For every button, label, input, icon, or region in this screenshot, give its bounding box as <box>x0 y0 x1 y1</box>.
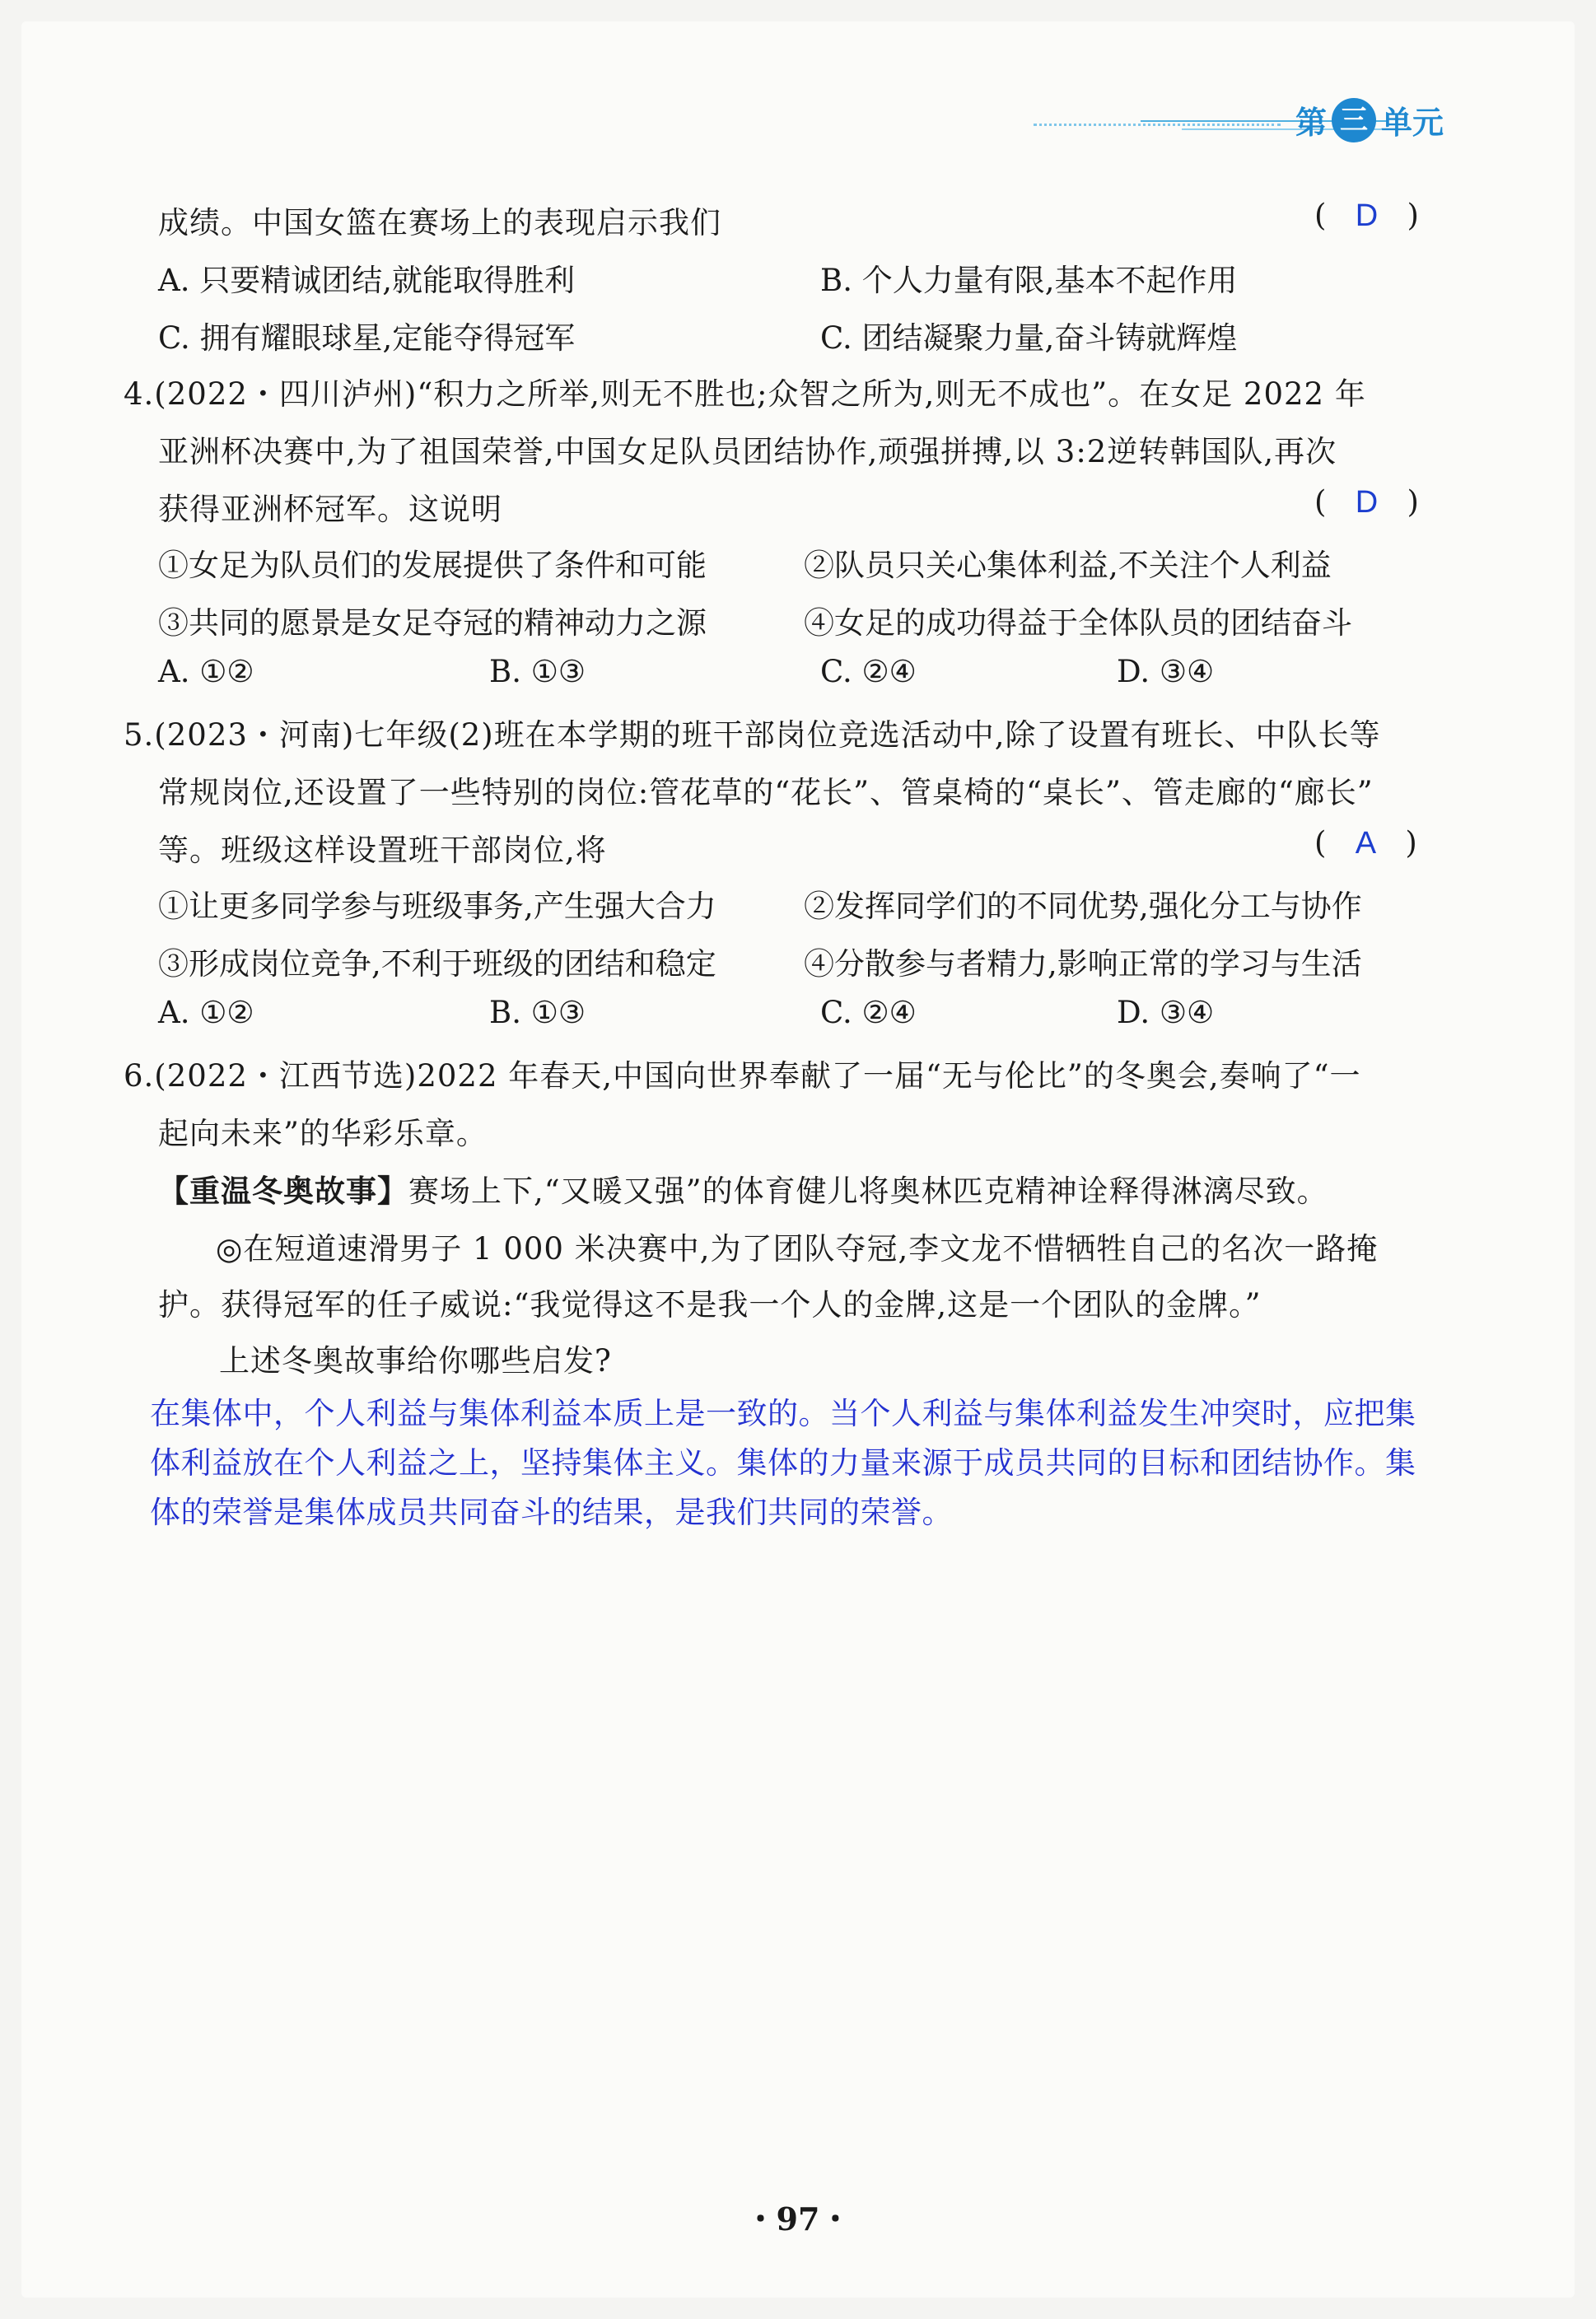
page-number: ・97・ <box>744 2200 852 2237</box>
q6-question: 上述冬奥故事给你哪些启发? <box>219 1343 612 1379</box>
q4-answer-bracket: ( D ) <box>1314 484 1419 520</box>
q4-line-3: 获得亚洲杯冠军。这说明 <box>158 492 502 527</box>
q6-answer-line-1: 在集体中，个人利益与集体利益本质上是一致的。当个人利益与集体利益发生冲突时，应把集 <box>150 1396 1416 1431</box>
unit-title <box>1295 97 1444 142</box>
q5-statement-1: ①让更多同学参与班级事务,产生强大合力 <box>158 889 716 924</box>
q6-section-text: 赛场上下,“又暖又强”的体育健儿将奥林匹克精神诠释得淋漓尽致。 <box>408 1173 1328 1209</box>
q4-option-c: C. ②④ <box>820 654 917 689</box>
q5-option-a: A. ①② <box>158 995 254 1030</box>
q5-answer-bracket: ( A ) <box>1314 825 1417 861</box>
q4-line-1: 4.(2022・四川泸州)“积力之所举,则无不胜也;众智之所为,则无不成也”。在女足 2022 年 <box>124 376 1366 412</box>
q4-statement-2: ②队员只关心集体利益,不关注个人利益 <box>804 548 1332 583</box>
q5-line-3: 等。班级这样设置班干部岗位,将 <box>158 833 607 868</box>
q4-answer: D <box>1355 485 1379 520</box>
q4-line-2: 亚洲杯决赛中,为了祖国荣誉,中国女足队员团结协作,顽强拼搏,以 3:2逆转韩国队,再次 <box>158 434 1337 469</box>
q6-story-line-1: ◎在短道速滑男子 1 000 米决赛中,为了团队夺冠,李文龙不惜牺牲自己的名次一路掩 <box>216 1231 1379 1267</box>
q6-answer-line-3: 体的荣誉是集体成员共同奋斗的结果，是我们共同的荣誉。 <box>150 1495 953 1530</box>
q5-statement-3: ③形成岗位竞争,不利于班级的团结和稳定 <box>158 946 716 982</box>
q6-answer-line-2: 体利益放在个人利益之上，坚持集体主义。集体的力量来源于成员共同的目标和团结协作。集 <box>150 1445 1416 1481</box>
q3-option-b: B. 个人力量有限,基本不起作用 <box>820 263 1238 298</box>
unit-number-badge: 三 <box>1332 98 1376 142</box>
q4-statement-3: ③共同的愿景是女足夺冠的精神动力之源 <box>158 605 707 641</box>
unit-prefix: 第 <box>1295 105 1328 141</box>
q6-line-1: 6.(2022・江西节选)2022 年春天,中国向世界奉献了一届“无与伦比”的冬奥会,奏响了“一 <box>124 1058 1361 1094</box>
unit-suffix: 单元 <box>1381 105 1444 141</box>
page-sheet <box>21 21 1575 2298</box>
q3-stem-tail: 成绩。中国女篮在赛场上的表现启示我们 <box>158 205 721 240</box>
q3-option-d: C. 团结凝聚力量,奋斗铸就辉煌 <box>820 320 1238 356</box>
q6-section-label: 【重温冬奥故事】 <box>158 1173 408 1209</box>
q5-line-1: 5.(2023・河南)七年级(2)班在本学期的班干部岗位竞选活动中,除了设置有班长、中队长等 <box>124 717 1381 753</box>
q4-option-a: A. ①② <box>158 654 254 689</box>
q5-statement-4: ④分散参与者精力,影响正常的学习与生活 <box>804 946 1362 982</box>
q5-answer: A <box>1355 826 1377 861</box>
q5-option-d: D. ③④ <box>1117 995 1215 1030</box>
unit-header <box>1034 91 1462 148</box>
header-dotted-rule <box>1034 124 1281 126</box>
q6-section <box>158 1166 1328 1211</box>
q4-option-d: D. ③④ <box>1117 654 1215 689</box>
q3-answer: D <box>1355 198 1379 233</box>
q5-option-b: B. ①③ <box>489 995 586 1030</box>
q3-option-c: C. 拥有耀眼球星,定能夺得冠军 <box>158 320 576 356</box>
q4-statement-4: ④女足的成功得益于全体队员的团结奋斗 <box>804 605 1352 641</box>
q5-line-2: 常规岗位,还设置了一些特别的岗位:管花草的“花长”、管桌椅的“桌长”、管走廊的“廊长” <box>158 775 1374 810</box>
q5-statement-2: ②发挥同学们的不同优势,强化分工与协作 <box>804 889 1362 924</box>
q6-story-line-2: 护。获得冠军的任子威说:“我觉得这不是我一个人的金牌,这是一个团队的金牌。” <box>158 1287 1262 1323</box>
q3-answer-bracket: ( D ) <box>1314 198 1419 233</box>
q3-option-a: A. 只要精诚团结,就能取得胜利 <box>158 263 576 298</box>
q4-option-b: B. ①③ <box>489 654 586 689</box>
q5-option-c: C. ②④ <box>820 995 917 1030</box>
q6-line-2: 起向未来”的华彩乐章。 <box>158 1116 488 1151</box>
q4-statement-1: ①女足为队员们的发展提供了条件和可能 <box>158 548 707 583</box>
